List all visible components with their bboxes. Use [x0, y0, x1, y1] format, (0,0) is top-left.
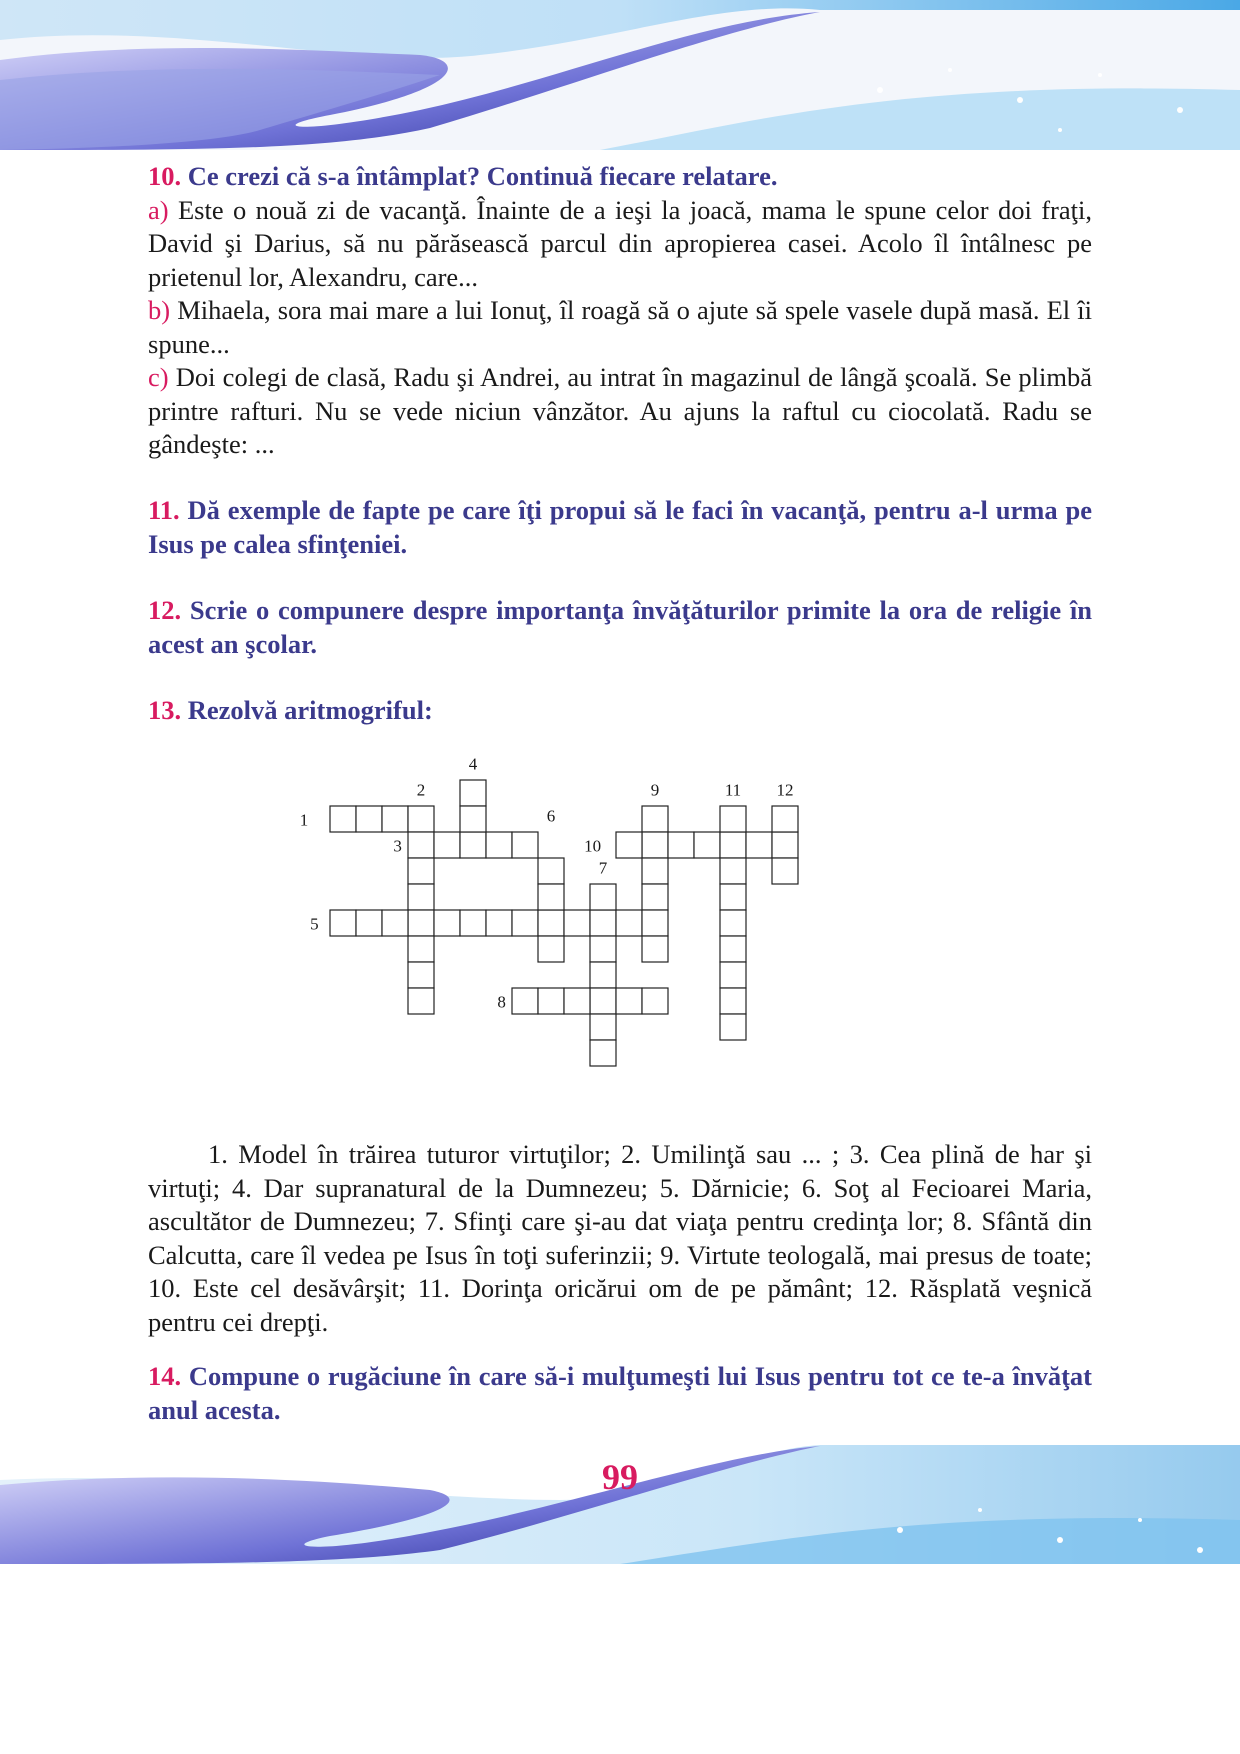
crossword-cell: [720, 988, 746, 1014]
crossword-cell: [382, 806, 408, 832]
crossword-cell: [590, 884, 616, 910]
crossword-clue-number: 3: [393, 836, 402, 856]
q10-c-label: c): [148, 362, 169, 392]
crossword-cell: [330, 910, 356, 936]
crossword-cell: [538, 936, 564, 962]
crossword-cell: [408, 806, 434, 832]
q13-title: Rezolvă aritmogriful:: [187, 695, 433, 725]
crossword-cell: [512, 832, 538, 858]
q14-heading: [148, 1360, 1092, 1427]
crossword-cell: [772, 806, 798, 832]
crossword-clue-number: 10: [584, 836, 602, 856]
crossword-cell: [720, 832, 746, 858]
q13-clues: 1. Model în trăirea tuturor virtuţilor; 2. Umilinţă sau ... ; 3. Cea plină de har şi virtuţi; 4. Dar supranatural de la Dumnezeu; 5. Dărnicie; 6. Soţ al Fecioarei Maria, ascultător de Dumnezeu; 7. Sfinţi care şi-au dat viaţa pentru credinţa lor; 8. Sfântă din Calcutta, care îl vedea pe Isus în toţi suferinzii; 9. Virtute teologală, mai presus de toate; 10. Este cel desăvârşit; 11. Dorinţa oricărui om de pe pământ; 12. Răsplată veşnică pentru cei drepţi.: [148, 1139, 1092, 1337]
q10-title: Ce crezi că s-a întâmplat? Continuă fiecare relatare.: [187, 161, 778, 191]
crossword-cell: [564, 988, 590, 1014]
crossword-cell: [590, 988, 616, 1014]
crossword-cell: [720, 910, 746, 936]
crossword-cell: [746, 832, 772, 858]
crossword-cell: [356, 910, 382, 936]
crossword-cell: [408, 858, 434, 884]
crossword-cell: [460, 780, 486, 806]
q11-heading: [148, 494, 1092, 561]
q10-b: [148, 294, 1092, 361]
crossword-cell: [694, 832, 720, 858]
crossword-cell: [772, 832, 798, 858]
crossword-clue-number: 8: [497, 992, 506, 1012]
q10-c: [148, 361, 1092, 462]
crossword-clue-number: 2: [416, 780, 426, 800]
crossword-cell: [590, 1040, 616, 1066]
crossword-cell: [512, 988, 538, 1014]
crossword-clue-number: 6: [546, 806, 556, 826]
crossword-cell: [408, 962, 434, 988]
crossword-cell: [356, 806, 382, 832]
crossword-cell: [330, 806, 356, 832]
crossword-cell: [538, 858, 564, 884]
crossword-clue-number: 1: [300, 810, 309, 830]
crossword-clue-number: 12: [776, 780, 794, 800]
crossword-cell: [720, 806, 746, 832]
crossword-cell: [720, 858, 746, 884]
q10-a-label: a): [148, 194, 169, 225]
crossword-cell: [486, 910, 512, 936]
crossword-cell: [486, 832, 512, 858]
crossword-cell: [772, 858, 798, 884]
crossword-cell: [408, 884, 434, 910]
crossword-cell: [642, 988, 668, 1014]
crossword-cell: [538, 988, 564, 1014]
crossword-clue-number: 4: [468, 755, 478, 774]
crossword-clue-number: 11: [724, 780, 742, 800]
q10-c-text: Doi colegi de clasă, Radu şi Andrei, au intrat în magazinul de lângă şcoală. Se plimbă printre rafturi. Nu se vede niciun vânzător. Au ajuns la raftul cu ciocolată. Radu se gândeşte: ...: [148, 362, 1093, 459]
crossword-cell: [642, 936, 668, 962]
top-wave-banner: [0, 0, 1240, 160]
q12-heading: [148, 594, 1092, 661]
crossword-cell: [642, 832, 668, 858]
crossword-cell: [668, 832, 694, 858]
q10-b-label: b): [148, 295, 171, 325]
page-number: 99: [602, 1457, 638, 1497]
crossword-cell: [408, 832, 434, 858]
crossword-cell: [720, 936, 746, 962]
crossword-cell: [616, 988, 642, 1014]
crossword-cell: [538, 910, 564, 936]
q10-a: [148, 194, 1092, 295]
crossword-cell: [538, 884, 564, 910]
crossword-cell: [408, 988, 434, 1014]
crossword-cell: [642, 884, 668, 910]
crossword-cell: [616, 832, 642, 858]
crossword-clue-number: 5: [310, 914, 319, 934]
crossword-cell: [642, 910, 668, 936]
crossword-cell: [434, 832, 460, 858]
q11-number: 11.: [148, 495, 180, 525]
crossword-cell: [408, 910, 434, 936]
q10-b-text: Mihaela, sora mai mare a lui Ionuţ, îl roagă să o ajute să spele vasele după masă. El îi spune...: [148, 295, 1092, 359]
crossword-cell: [720, 1014, 746, 1040]
crossword-cell: [590, 910, 616, 936]
crossword-cell: [382, 910, 408, 936]
q10-heading: [148, 160, 1092, 194]
q12-title: Scrie o compunere despre importanţa învăţăturilor primite la ora de religie în acest an şcolar.: [148, 595, 1093, 659]
crossword-cell: [564, 910, 590, 936]
q12-number: 12.: [148, 595, 182, 625]
q11-title: Dă exemple de fapte pe care îţi propui să le faci în vacanţă, pentru a-l urma pe Isus pe calea sfinţeniei.: [148, 495, 1092, 559]
crossword-grid: [300, 755, 1000, 1105]
crossword-cell: [512, 910, 538, 936]
crossword-cell: [642, 806, 668, 832]
q10-number: 10.: [148, 161, 182, 191]
crossword-clue-number: 9: [650, 780, 660, 800]
q14-title: Compune o rugăciune în care să-i mulţumeşti lui Isus pentru tot ce te-a învăţat anul acesta.: [148, 1361, 1092, 1425]
crossword-cell: [590, 1014, 616, 1040]
crossword-cell: [460, 910, 486, 936]
crossword-cell: [460, 806, 486, 832]
crossword-cell: [720, 884, 746, 910]
crossword-cell: [616, 910, 642, 936]
crossword-cell: [590, 936, 616, 962]
q13-heading: [148, 694, 1092, 728]
crossword-cell: [408, 936, 434, 962]
q10-a-text: Este o nouă zi de vacanţă. Înainte de a ieşi la joacă, mama le spune celor doi fraţi, David şi Darius, să nu părăsească parcul din apropierea casei. Acolo îl întâlnesc pe prietenul lor, Alexandru, care...: [148, 194, 1092, 292]
crossword-cell: [720, 962, 746, 988]
q14-number: 14.: [148, 1361, 182, 1391]
crossword-cell: [460, 832, 486, 858]
crossword-cell: [434, 910, 460, 936]
q13-number: 13.: [148, 695, 182, 725]
crossword-cell: [590, 962, 616, 988]
crossword-cell: [642, 858, 668, 884]
crossword-clue-number: 7: [598, 858, 608, 878]
